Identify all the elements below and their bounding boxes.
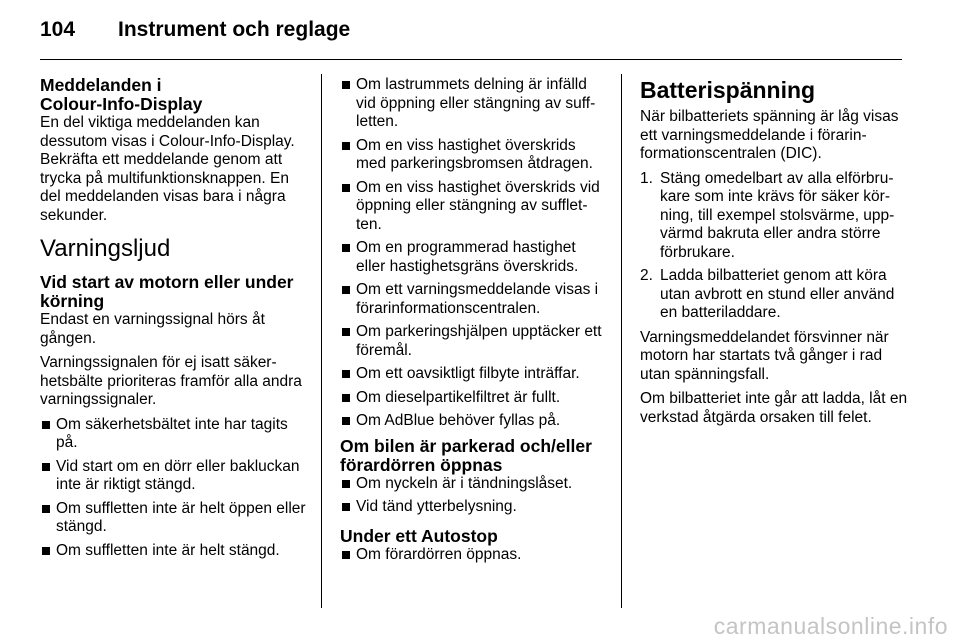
list-item: Om en viss hastighet överskrids med parkeringsbromsen åtdragen. <box>340 137 608 174</box>
list-item: Om suffletten inte är helt stängd. <box>40 542 308 561</box>
list-item: Om en viss hastighet överskrids vid öppning eller stängning av suffletten. <box>340 179 608 235</box>
column-3 <box>640 76 908 433</box>
heading-parked: Om bilen är parkerad och/eller förardörren öppnas <box>340 435 592 475</box>
header-rule <box>40 59 902 60</box>
heading-battery-voltage: Batterispänning <box>640 77 816 103</box>
list-item: Om AdBlue behöver fyllas på. <box>340 412 608 431</box>
list-item: Om suffletten inte är helt öppen eller stängd. <box>40 500 308 537</box>
page-header <box>40 18 350 42</box>
list-item: 2. Ladda bilbatteriet genom att köra utan avbrott en stund eller använd en batteriladdare. <box>640 267 895 321</box>
page-number: 104 <box>40 18 76 41</box>
list-item: Om lastrummets delning är infälld vid öppning eller stängning av suffletten. <box>340 76 608 132</box>
page-title: Instrument och reglage <box>118 18 351 41</box>
heading-start-engine: Vid start av motorn eller under körning <box>40 272 294 311</box>
battery-steps <box>640 170 908 323</box>
paragraph-message-disappears: Varningsmeddelandet försvinner när motorn har startats två gånger i rad utan spänningsfall. <box>640 328 889 383</box>
list-item: Vid start om en dörr eller bakluckan inte är riktigt stängd. <box>40 458 308 495</box>
autostop-list <box>340 546 608 565</box>
paragraph-one-signal: Endast en varningssignal hörs åt gången. <box>40 311 265 347</box>
paragraph-messages: En del viktiga meddelanden kan dessutom visas i Colour-Info-Display. Bekräfta ett meddelande genom att trycka på multifunktionsknappen. En del meddelanden visas bara i några sekunder. <box>40 114 295 224</box>
list-item: Om ett varningsmeddelande visas i förarinformationscentralen. <box>340 281 608 318</box>
paragraph-seatbelt-priority: Varningssignalen för ej isatt säkerhetsbälte prioriteras framför alla andra varningssignaler. <box>40 354 302 408</box>
paragraph-workshop: Om bilbatteriet inte går att ladda, låt en verkstad åtgärda orsaken till felet. <box>640 390 908 426</box>
column-divider-1 <box>321 74 322 608</box>
column-1 <box>40 76 308 566</box>
list-item: Vid tänd ytterbelysning. <box>340 498 608 517</box>
list-item: Om nyckeln är i tändningslåset. <box>340 475 608 494</box>
heading-warning-sounds: Varningsljud <box>40 235 171 262</box>
list-item: Om säkerhetsbältet inte har tagits på. <box>40 416 308 453</box>
paragraph-battery-low: När bilbatteriets spänning är låg visas ett varningsmeddelande i förarinformationscentralen (DIC). <box>640 108 899 162</box>
list-item: Om parkeringshjälpen upptäcker ett föremål. <box>340 323 608 360</box>
list-item: Om förardörren öppnas. <box>340 546 608 565</box>
heading-autostop: Under ett Autostop <box>340 525 498 546</box>
list-item: Om ett oavsiktligt filbyte inträffar. <box>340 365 608 384</box>
warning-list-2 <box>340 76 608 431</box>
watermark: carmanualsonline.info <box>713 613 948 639</box>
column-divider-2 <box>621 74 622 608</box>
list-item: 1. Stäng omedelbart av alla elförbrukare som inte krävs för säker körning, till exempel stolsvärme, uppvärmd bakruta eller andra större förbrukare. <box>640 169 895 261</box>
heading-messages: Meddelanden i Colour-Info-Display <box>40 75 203 114</box>
parked-list <box>340 475 608 517</box>
column-2 <box>340 76 608 570</box>
list-item: Om dieselpartikelfiltret är fullt. <box>340 389 608 408</box>
warning-list-1 <box>40 416 308 561</box>
list-item: Om en programmerad hastighet eller hastighetsgräns överskrids. <box>340 239 608 276</box>
